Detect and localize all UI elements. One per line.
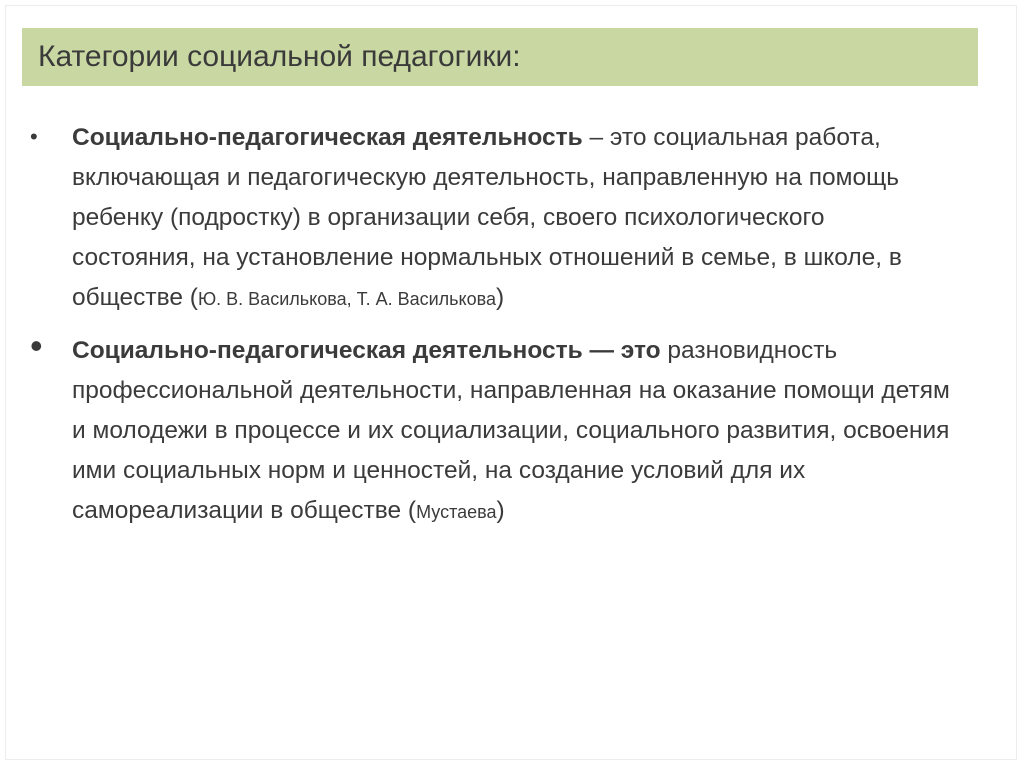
title-bar xyxy=(22,28,978,86)
author-1: Ю. В. Василькова, Т. А. Василькова xyxy=(197,289,497,309)
slide-content xyxy=(30,118,950,532)
bullet-item-2 xyxy=(30,325,950,532)
definition-1: – это социальная работа, включающая и педагогическую деятельность, направленную на помощь ребенку (подростку) в организации себя, своего психологического состояния, на установление нормальных отношений в семье, в школе, в обществе ( xyxy=(72,124,902,311)
closing-paren-1: ) xyxy=(496,284,505,311)
bullet-icon: • xyxy=(30,124,38,149)
term-1: Социально-педагогическая деятельность xyxy=(72,124,583,151)
slide-title: Категории социальной педагогики: xyxy=(38,40,521,73)
bullet-icon: • xyxy=(30,325,43,366)
bullet-text-2 xyxy=(72,331,950,532)
bullet-item-1 xyxy=(30,118,950,319)
closing-paren-2: ) xyxy=(496,497,505,524)
author-2: Мустаева xyxy=(416,502,497,522)
bullet-text-1 xyxy=(72,118,950,319)
term-2: Социально-педагогическая деятельность — это xyxy=(72,337,661,364)
definition-2: разновидность профессиональной деятельности, направленная на оказание помощи детям и молодежи в процессе и их социализации, социального развития, освоения ими социальных норм и ценностей, на создание условий для их самореализации в обществе ( xyxy=(72,337,950,524)
